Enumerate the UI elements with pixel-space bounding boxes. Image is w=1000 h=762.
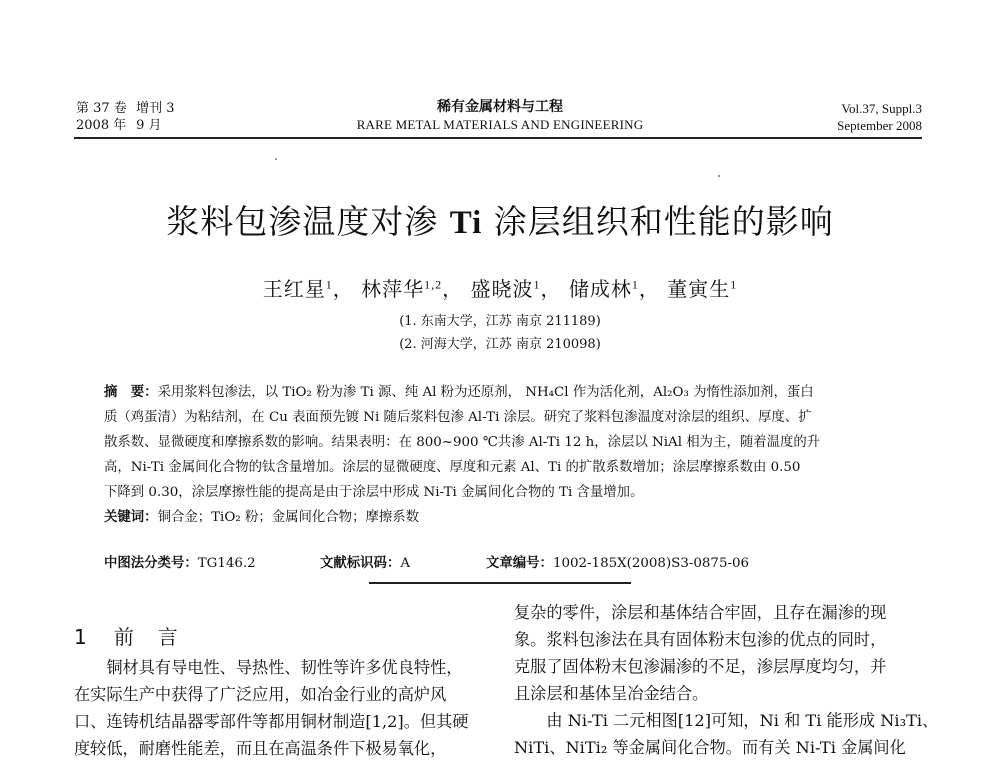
right-column	[514, 599, 939, 761]
body-line: 铜材具有导电性、导热性、韧性等许多优良特性，	[74, 658, 463, 677]
body-line: 克服了固体粉末包渗漏渗的不足，渗层厚度均匀，并	[514, 657, 887, 676]
volume-en: Vol.37, Suppl.3	[841, 101, 922, 116]
author-affil-mark: 1	[730, 277, 738, 292]
author-name: 盛晓波	[470, 277, 534, 301]
doc-code-label: 文献标识码：	[320, 555, 401, 571]
journal-name	[290, 99, 710, 133]
date-en: September 2008	[837, 118, 922, 133]
keywords-text: 铜合金；TiO₂ 粉；金属间化合物；摩擦系数	[157, 510, 420, 525]
clc-number	[104, 552, 256, 571]
article-number	[486, 552, 749, 571]
header-left	[76, 100, 175, 134]
section-heading	[74, 621, 180, 650]
article-number-value: 1002-185X(2008)S3-0875-06	[552, 556, 750, 571]
title-part3: 涂层组织和性能的影响	[482, 202, 834, 241]
body-line: 且涂层和基体呈冶金结合。	[514, 684, 709, 703]
abstract-line: 高，Ni-Ti 金属间化合物的钛含量增加。涂层的显微硬度、厚度和元素 Al、Ti 的扩散系数增加；涂层摩擦系数由 0.50	[104, 460, 801, 475]
author-name: 储成林	[568, 277, 632, 301]
author-affil-mark: 1	[631, 277, 639, 292]
keywords-label: 关键词：	[104, 509, 158, 525]
body-line: 象。浆料包渗法在具有固体粉末包渗的优点的同时，	[514, 630, 887, 649]
document-code	[320, 552, 410, 571]
abstract-line: 质（鸡蛋清）为粘结剂，在 Cu 表面预先镀 Ni 随后浆料包渗 Al-Ti 涂层。研究了浆料包渗温度对涂层的组织、厚度、扩	[104, 410, 812, 425]
journal-name-en: RARE METAL MATERIALS AND ENGINEERING	[356, 117, 644, 132]
clc-value: TG146.2	[197, 556, 256, 571]
paper-title	[0, 196, 1000, 243]
abstract-line: 散系数、显微硬度和摩擦系数的影响。结果表明：在 800~900 ℃共渗 Al-Ti 12 h，涂层以 NiAl 相为主，随着温度的升	[104, 435, 821, 450]
supplement-label: 增刊 3	[136, 101, 175, 116]
volume-label: 第 37 卷	[76, 101, 127, 116]
body-line: 复杂的零件，涂层和基体结合牢固，且存在漏渗的现	[514, 603, 887, 622]
speck	[718, 175, 720, 177]
separator-rule	[369, 582, 631, 584]
body-line: 度较低，耐磨性能差，而且在高温条件下极易氧化，	[74, 739, 447, 758]
author-name: 王红星	[262, 277, 326, 301]
affiliation: (2. 河海大学，江苏 南京 210098)	[399, 337, 601, 352]
section-title: 前 言	[113, 625, 180, 649]
abstract	[104, 380, 904, 530]
section-number: 1	[74, 625, 89, 649]
year-label: 2008 年	[76, 118, 127, 133]
article-number-label: 文章编号：	[486, 555, 553, 571]
abstract-label: 摘 要：	[104, 384, 158, 400]
abstract-line: 采用浆料包渗法，以 TiO₂ 粉为渗 Ti 源、纯 Al 粉为还原剂， NH₄Cl 作为活化剂，Al₂O₃ 为惰性添加剂，蛋白	[157, 385, 814, 400]
author-list: 王红星$^1$， 林萍华$^{1,2}$， 盛晓波$^1$， 储成林$^1$， 董寅生$^1$	[262, 277, 738, 301]
clc-label: 中图法分类号：	[104, 555, 198, 571]
month-label: 9 月	[136, 118, 162, 133]
author-name: 董寅生	[667, 277, 731, 301]
header-rule	[74, 137, 922, 139]
author-affil-mark: 1,2	[424, 277, 443, 292]
author-name: 林萍华	[361, 277, 425, 301]
affiliation: (1. 东南大学，江苏 南京 211189)	[399, 314, 601, 329]
body-line: 由 Ni-Ti 二元相图[12]可知，Ni 和 Ti 能形成 Ni₃Ti、	[514, 711, 939, 730]
body-line: 口、连铸机结晶器零部件等都用铜材制造[1,2]。但其硬	[74, 712, 469, 731]
doc-code-value: A	[400, 556, 411, 571]
body-line: 在实际生产中获得了广泛应用，如冶金行业的高炉风	[74, 685, 447, 704]
speck	[275, 158, 277, 160]
title-part1: 浆料包渗温度对渗	[166, 202, 450, 241]
header-right	[837, 100, 922, 134]
left-column	[74, 654, 479, 762]
body-line: NiTi、NiTi₂ 等金属间化合物。而有关 Ni-Ti 金属间化	[514, 738, 906, 757]
title-part2: Ti	[449, 205, 483, 241]
keywords	[104, 505, 904, 530]
abstract-line: 下降到 0.30，涂层摩擦性能的提高是由于涂层中形成 Ni-Ti 金属间化合物的 Ti 含量增加。	[104, 485, 644, 500]
author-affil-mark: 1	[325, 277, 333, 292]
journal-name-cn: 稀有金属材料与工程	[437, 99, 563, 115]
author-affil-mark: 1	[533, 277, 541, 292]
